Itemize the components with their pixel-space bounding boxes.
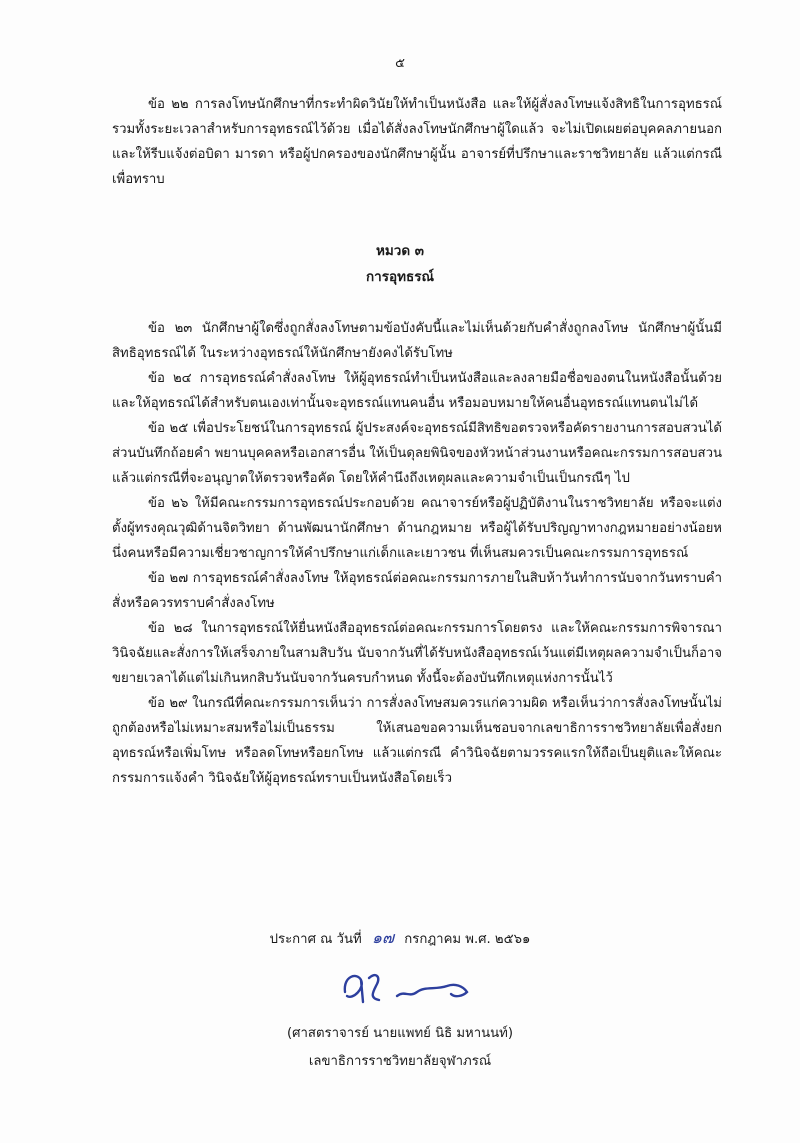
announcement-date [0, 926, 800, 951]
paragraph-26: ข้อ ๒๖ ให้มีคณะกรรมการอุทธรณ์ประกอบด้วย คณาจารย์หรือผู้ปฏิบัติงานในราชวิทยาลัย หรือจะแต่งตั้งผู้ทรงคุณวุฒิด้านจิตวิทยา ด้านพัฒนานักศึกษา ด้านกฎหมาย หรือผู้ได้รับปริญญาทางกฎหมายอย่างน้อยหนึ่งคนหรือมีความเชี่ยวชาญการให้คำปรึกษาแก่เด็กและเยาวชน ที่เห็นสมควรเป็นคณะกรรมการอุทธรณ์ [112, 496, 722, 561]
signer-position: เลขาธิการราชวิทยาลัยจุฬาภรณ์ [308, 1054, 492, 1069]
announcement-month-year: กรกฎาคม พ.ศ. ๒๕๖๑ [404, 932, 531, 947]
chapter-number: หมวด ๓ [375, 243, 425, 259]
chapter-title: การอุทธรณ์ [365, 269, 435, 285]
signer-name: (ศาสตราจารย์ นายแพทย์ นิธิ มหานนท์) [286, 1026, 514, 1041]
signature-stroke-2 [397, 985, 467, 996]
handwritten-day: ๑๗ [371, 928, 395, 947]
paragraph-29: ข้อ ๒๙ ในกรณีที่คณะกรรมการเห็นว่า การสั่งลงโทษสมควรแก่ความผิด หรือเห็นว่าการสั่งลงโทษนั้นไม่ถูกต้องหรือไม่เหมาะสมหรือไม่เป็นธรรม ให้เสนอขอความเห็นชอบจากเลขาธิการราชวิทยาลัยเพื่อสั่งยกอุทธรณ์หรือเพิ่มโทษ หรือลดโทษหรือยกโทษ แล้วแต่กรณี คำวินิจฉัยตามวรรคแรกให้ถือเป็นยุติและให้คณะกรรมการแจ้งคำ วินิจฉัยให้ผู้อุทธรณ์ทราบเป็นหนังสือโดยเร็ว [112, 696, 722, 786]
paragraph-25: ข้อ ๒๕ เพื่อประโยชน์ในการอุทธรณ์ ผู้ประสงค์จะอุทธรณ์มีสิทธิขอตรวจหรือคัดรายงานการสอบสวนได้ส่วนบันทึกถ้อยคำ พยานบุคคลหรือเอกสารอื่น ให้เป็นดุลยพินิจของหัวหน้าส่วนงานหรือคณะกรรมการสอบสวนแล้วแต่กรณีที่จะอนุญาตให้ตรวจหรือคัด โดยให้คำนึงถึงเหตุผลและความจำเป็นเป็นกรณีๆ ไป [112, 421, 722, 486]
paragraph-27: ข้อ ๒๗ การอุทธรณ์คำสั่งลงโทษ ให้อุทธรณ์ต่อคณะกรรมการภายในสิบห้าวันทำการนับจากวันทราบคำสั่งหรือควรทราบคำสั่งลงโทษ [112, 571, 722, 611]
handwritten-signature [335, 962, 485, 1012]
page-number: ๕ [395, 56, 405, 71]
signature-stroke-1 [345, 975, 379, 1002]
paragraph-28: ข้อ ๒๘ ในการอุทธรณ์ให้ยื่นหนังสืออุทธรณ์ต่อคณะกรรมการโดยตรง และให้คณะกรรมการพิจารณาวินิจฉัยและสั่งการให้เสร็จภายในสามสิบวัน นับจากวันที่ได้รับหนังสืออุทธรณ์เว้นแต่มีเหตุผลความจำเป็นก็อาจขยายเวลาได้แต่ไม่เกินหกสิบวันนับจากวันครบกำหนด ทั้งนี้จะต้องบันทึกเหตุแห่งการนั้นไว้ [112, 621, 722, 686]
section-22-block [112, 92, 722, 192]
paragraph: ข้อ ๒๒ การลงโทษนักศึกษาที่กระทำผิดวินัยให้ทำเป็นหนังสือ และให้ผู้สั่งลงโทษแจ้งสิทธิในการอุทธรณ์รวมทั้งระยะเวลาสำหรับการอุทธรณ์ไว้ด้วย เมื่อได้สั่งลงโทษนักศึกษาผู้ใดแล้ว จะไม่เปิดเผยต่อบุคคลภายนอก และให้รีบแจ้งต่อบิดา มารดา หรือผู้ปกครองของนักศึกษาผู้นั้น อาจารย์ที่ปรึกษาและราชวิทยาลัย แล้วแต่กรณีเพื่อทราบ [112, 97, 722, 187]
appeal-sections-block [112, 316, 722, 791]
paragraph-23: ข้อ ๒๓ นักศึกษาผู้ใดซึ่งถูกสั่งลงโทษตามข้อบังคับนี้และไม่เห็นด้วยกับคำสั่งถูกลงโทษ นักศึกษาผู้นั้นมีสิทธิอุทธรณ์ได้ ในระหว่างอุทธรณ์ให้นักศึกษายังคงได้รับโทษ [112, 321, 722, 361]
announcement-prefix: ประกาศ ณ วันที่ [269, 932, 362, 947]
paragraph-24: ข้อ ๒๔ การอุทธรณ์คำสั่งลงโทษ ให้ผู้อุทธรณ์ทำเป็นหนังสือและลงลายมือชื่อของตนในหนังสือนั้นด้วยและให้อุทธรณ์ได้สำหรับตนเองเท่านั้นจะอุทธรณ์แทนคนอื่น หรือมอบหมายให้คนอื่นอุทธรณ์แทนตนไม่ได้ [112, 371, 722, 411]
